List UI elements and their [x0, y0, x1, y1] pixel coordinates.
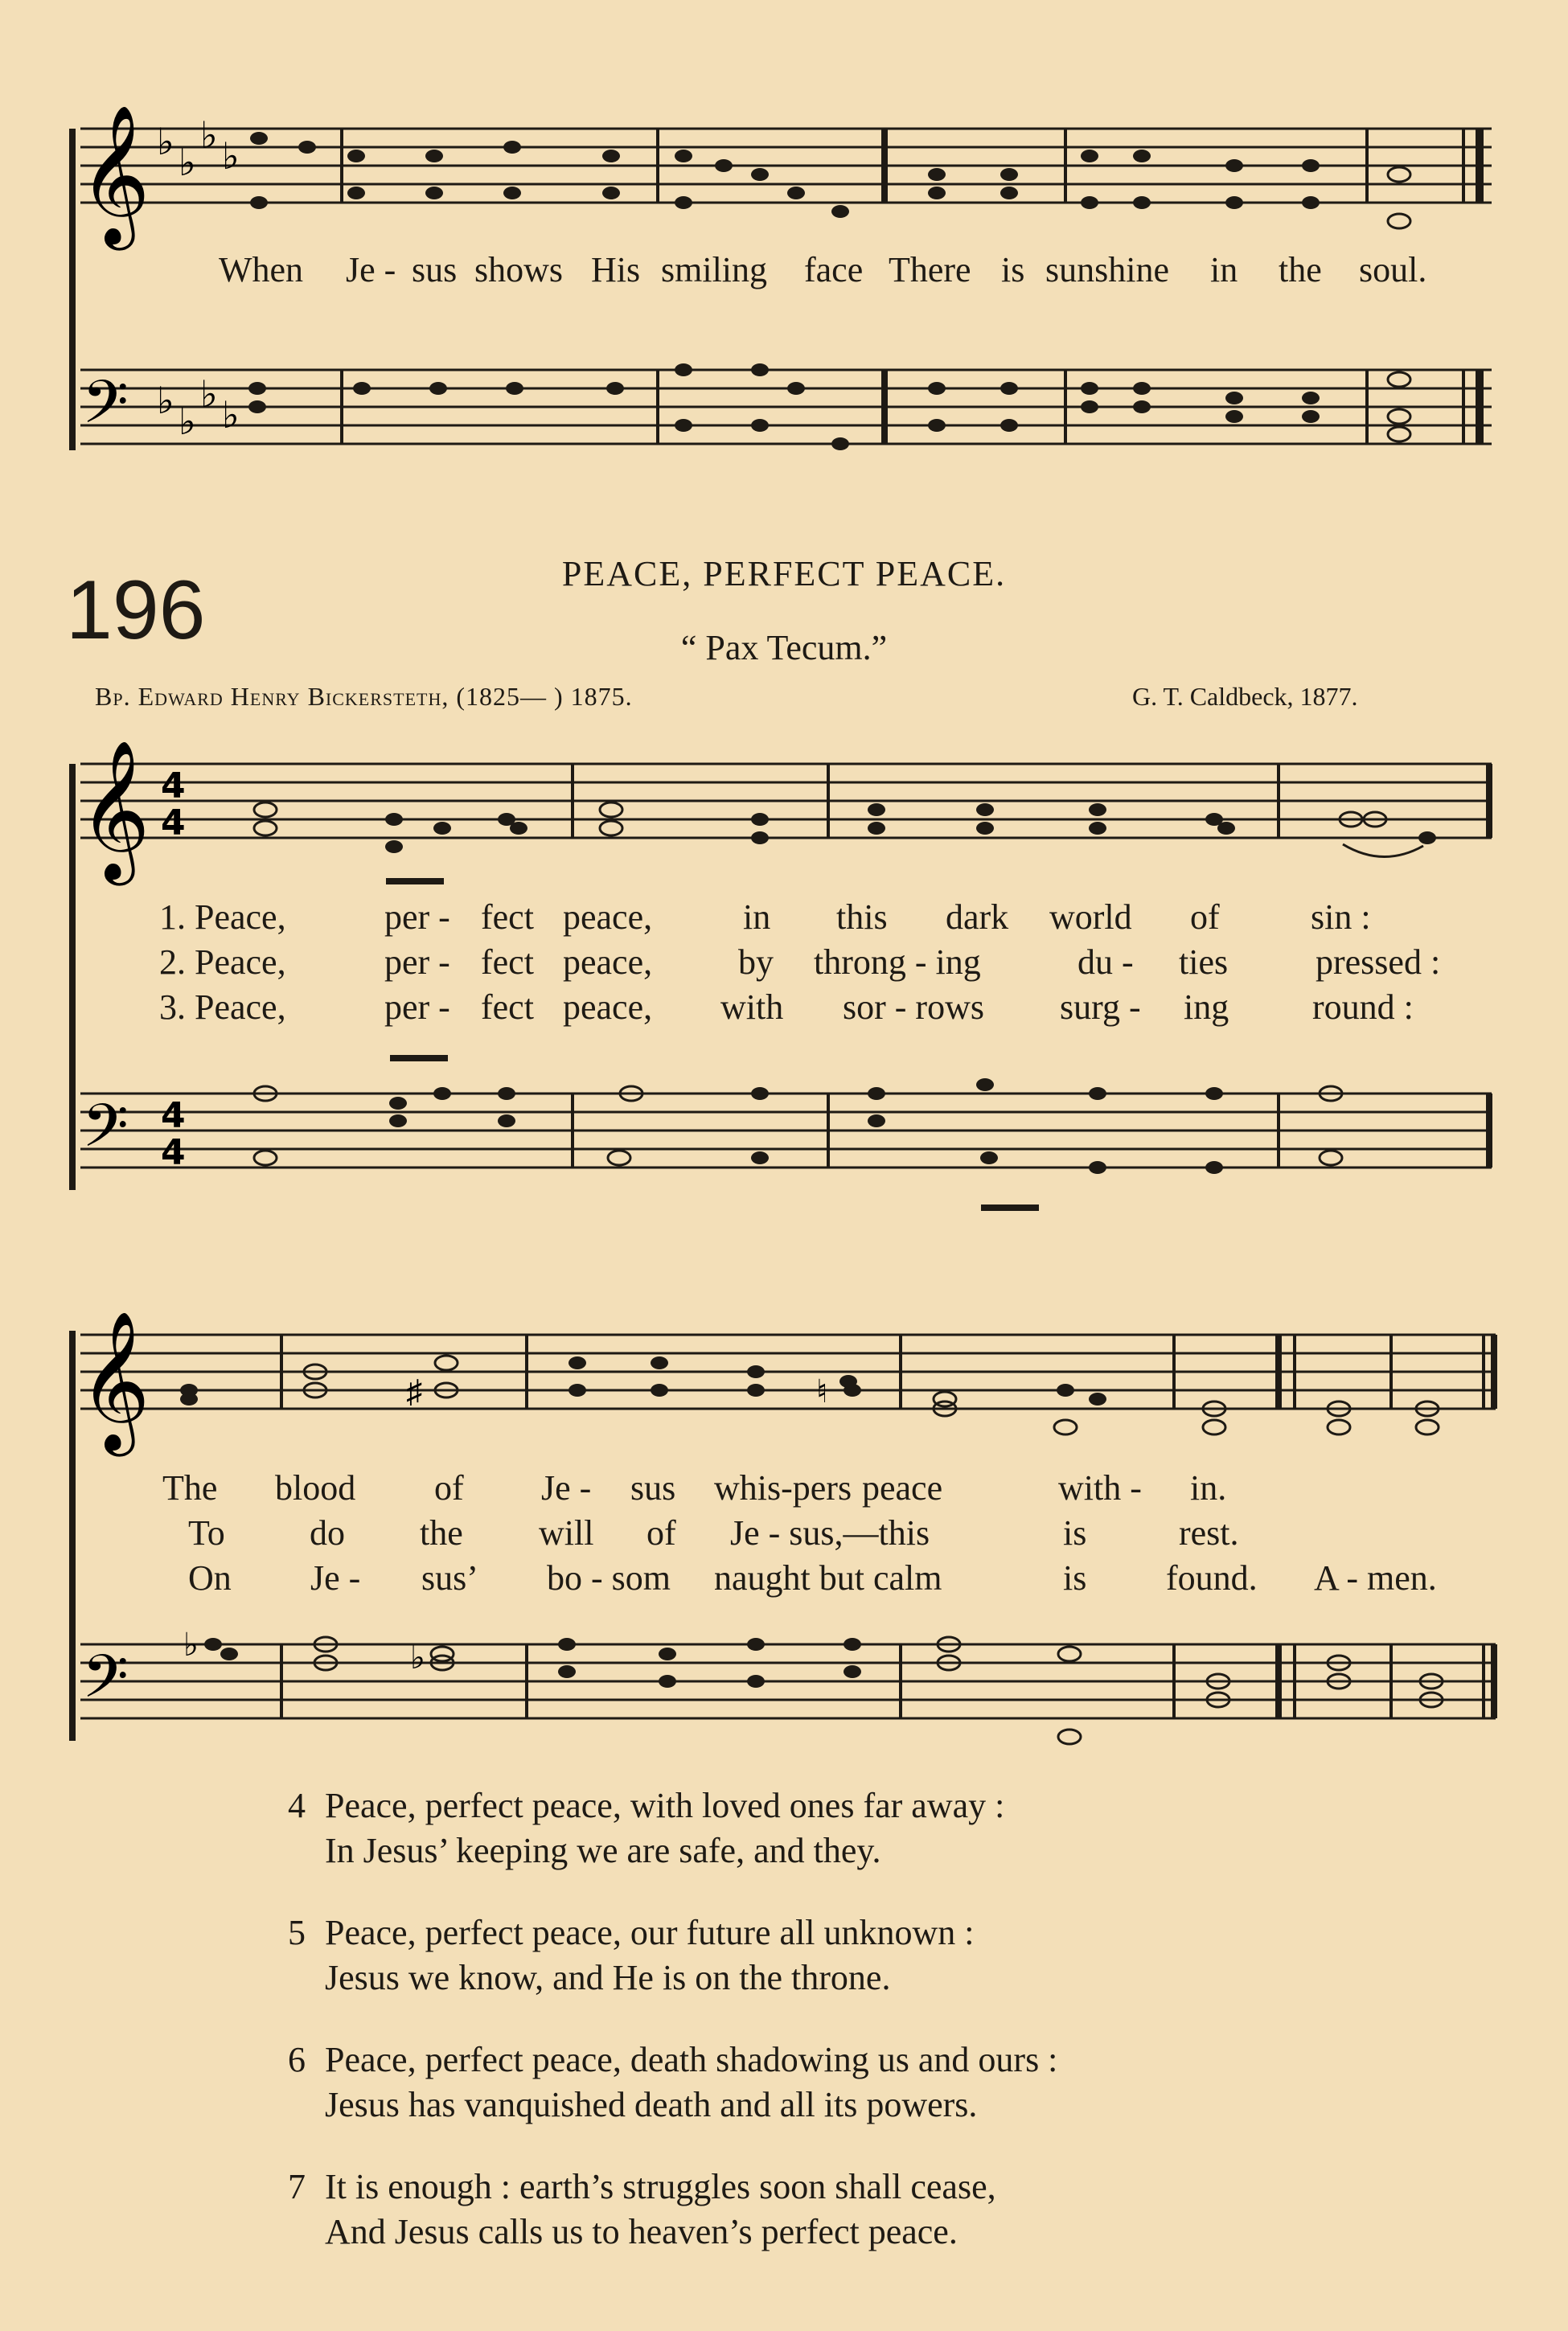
system2-treble-staff [0, 1311, 1568, 1451]
time-signature-icon: 4 [161, 1095, 186, 1136]
bass-clef-icon: 𝄢 [82, 1091, 129, 1176]
system1-bass-staff [0, 1045, 1568, 1230]
flat-sign-icon: ♭ [200, 115, 218, 156]
treble-clef-icon: 𝄞 [79, 105, 150, 244]
hymnal-page: 𝄞 ♭ ♭ ♭ ♭ When Je - sus shows His smiling face There is sunshine in the soul. 𝄢 ♭ ♭ ♭ ♭ 196 PEACE, PERFECT PEACE. “ Pax Tecum.” Bp. Edward Henry Bickersteth, (1825— ) 1875. G. T. Caldbeck, 1877. 𝄞 4 4 1. Peace, per - fect peace, in this dark world of sin : 2. Peace, per - fect peace, by throng - ing du - ties pressed : 3. Peace, per - fect peace, with sor - rows surg - ing round : 𝄢 4 4 𝄞 ♯ ♮ The blood of Je - sus whis-pers peace with - in. To do the will of Je - sus,—this is rest. On Je - sus’ bo - som naught but calm is found. A - men. 𝄢 ♭ ♭ 4 Peace, perfect peace, with loved ones far away : In Jesus’ keeping we are safe, and they. 5 Peace, perfect peace, our future all unknown : Jesus we know, and He is on the throne. 6 Peace, perfect peace, death shadowing us and ours : Jesus has vanquished death and all its powers. 7 It is enough : earth’s struggles soon shall cease, And Jesus calls us to heaven’s perfect peace. [0, 0, 1568, 2331]
flat-sign-icon: ♭ [222, 136, 240, 177]
verse-4: 4 Peace, perfect peace, with loved ones far away : In Jesus’ keeping we are safe, and they. [288, 1786, 1005, 1870]
time-signature-icon: 4 [161, 1132, 186, 1173]
flat-sign-icon: ♭ [410, 1639, 425, 1676]
system1-bracket [69, 764, 76, 1190]
treble-clef-icon: 𝄞 [79, 740, 150, 880]
author-credit: Bp. Edward Henry Bickersteth, (1825— ) 1875. [95, 682, 633, 711]
prev-system-bracket [69, 129, 76, 450]
flat-sign-icon: ♭ [200, 374, 218, 415]
prev-treble-staff [0, 105, 1568, 249]
verse-5: 5 Peace, perfect peace, our future all unknown : Jesus we know, and He is on the throne. [288, 1913, 975, 1997]
prev-bass-staff [0, 354, 1568, 499]
flat-sign-icon: ♭ [179, 142, 196, 183]
hymn-number: 196 [66, 564, 206, 657]
verse-7: 7 It is enough : earth’s struggles soon shall cease, And Jesus calls us to heaven’s perfect peace. [288, 2167, 996, 2251]
flat-sign-icon: ♭ [179, 401, 196, 442]
bass-clef-icon: 𝄢 [82, 1642, 129, 1726]
time-signature-icon: 4 [161, 802, 186, 843]
natural-sign-icon: ♮ [816, 1373, 828, 1410]
flat-sign-icon: ♭ [183, 1627, 199, 1663]
system1-treble-staff [0, 740, 1568, 901]
verse-6: 6 Peace, perfect peace, death shadowing us and ours : Jesus has vanquished death and all its powers. [288, 2040, 1058, 2124]
sharp-sign-icon: ♯ [406, 1373, 422, 1410]
system2-bass-staff [0, 1620, 1568, 1797]
hymn-title: PEACE, PERFECT PEACE. [561, 554, 1007, 593]
treble-clef-icon: 𝄞 [79, 1311, 150, 1451]
time-signature-icon: 4 [161, 765, 186, 806]
system2-bracket [69, 1331, 76, 1741]
flat-sign-icon: ♭ [157, 380, 174, 421]
flat-sign-icon: ♭ [222, 395, 240, 436]
bass-clef-icon: 𝄢 [82, 367, 129, 452]
flat-sign-icon: ♭ [157, 121, 174, 162]
composer-credit: G. T. Caldbeck, 1877. [1132, 682, 1358, 711]
hymn-subtitle: “ Pax Tecum.” [680, 628, 888, 667]
